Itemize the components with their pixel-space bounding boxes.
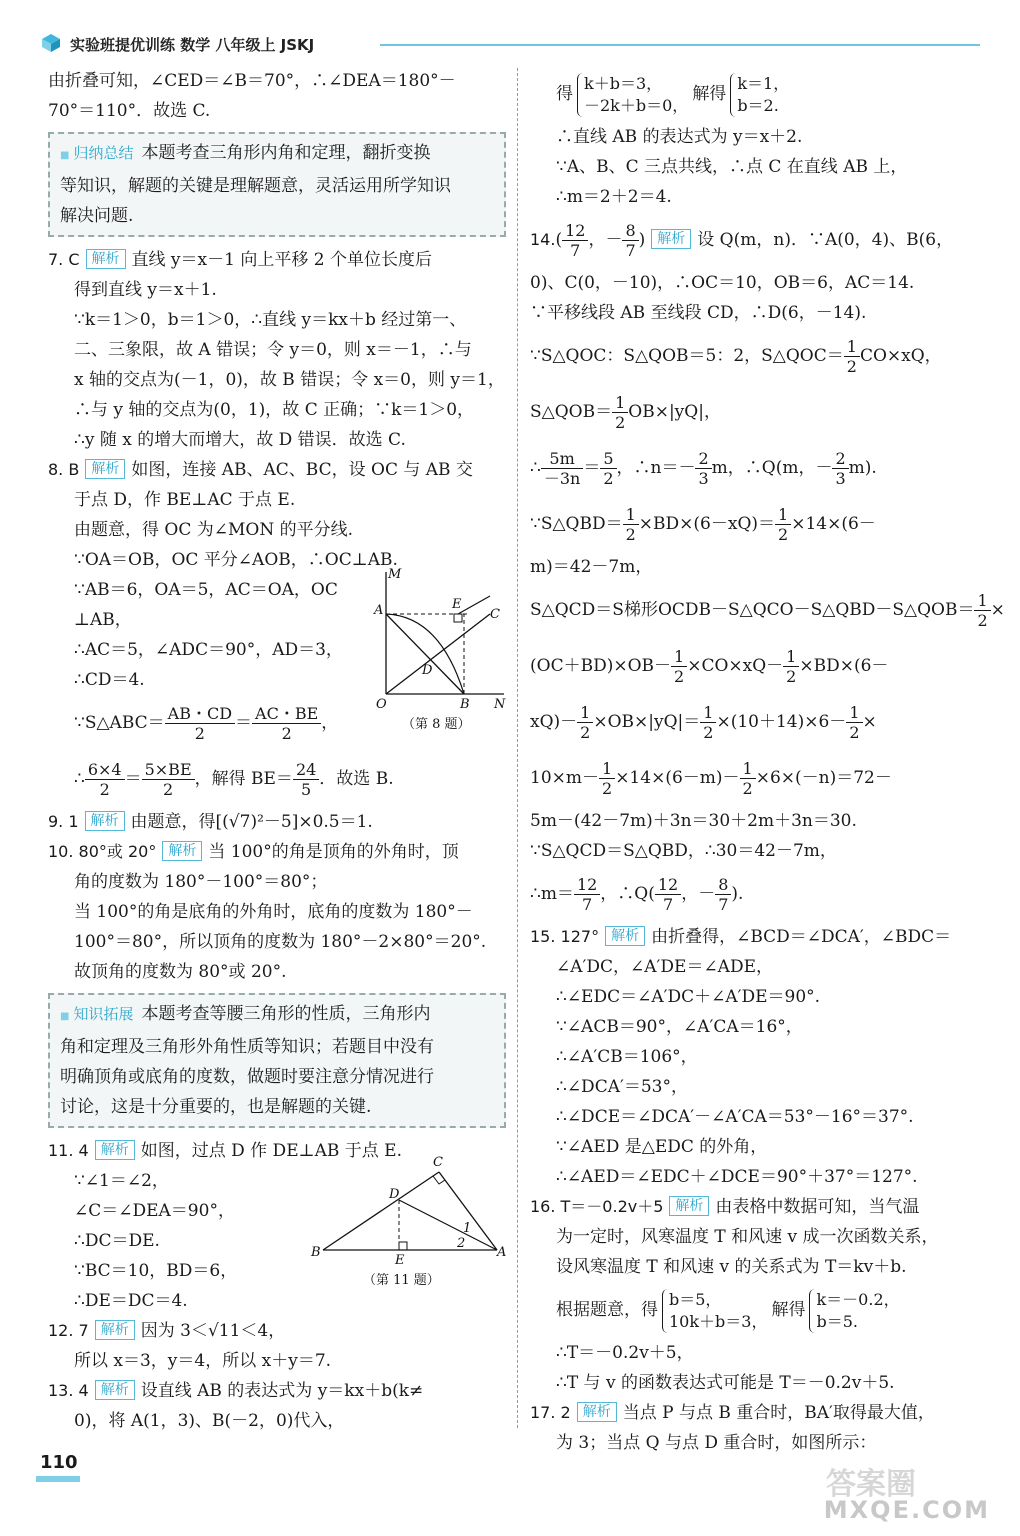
- question-8: [48, 455, 506, 485]
- question-17: [530, 1398, 990, 1428]
- text-line: ∴∠DCE＝∠DCA′－∠A′CA＝53°－16°＝37°.: [556, 1107, 914, 1127]
- analysis-tag: 解析: [162, 841, 202, 861]
- question-number: 13. 4: [48, 1381, 89, 1400]
- text-line: 于点 D，作 BE⊥AC 于点 E.: [74, 490, 296, 510]
- q14-formula-6: S△QCD＝S梯形OCDB－S△QCO－S△QBD－S△QOB＝ $\frac{1}{2}$ ×: [530, 591, 1005, 630]
- right-column: [530, 66, 1005, 1458]
- text-line: 当 100°的角是底角的外角时，底角的度数为 180°－: [74, 902, 473, 922]
- label-angle-1: 1: [463, 1221, 472, 1236]
- text-line: ∴y 随 x 的增大而增大，故 D 错误．故选 C.: [74, 430, 406, 450]
- text-line: ∴DE＝DC＝4.: [74, 1291, 188, 1311]
- text-line: 故顶角的度数为 80°或 20°.: [74, 962, 287, 982]
- watermark-text: MXQE.COM: [823, 1496, 990, 1524]
- text-line: 由折叠可知，∠CED＝∠B＝70°，∴∠DEA＝180°－: [48, 71, 456, 91]
- question-13: [48, 1376, 506, 1406]
- analysis-tag: 解析: [85, 811, 125, 831]
- q14-formula-8: xQ)－ $\frac{1}{2}$ ×OB×|yQ|＝ $\frac{1}{2}$ ×(10＋14)×6－ $\frac{1}{2}$ ×: [530, 703, 877, 742]
- label-O: O: [376, 697, 387, 712]
- text-line: 100°＝80°，所以顶角的度数为 180°－2×80°＝20°.: [74, 932, 487, 952]
- analysis-tag: 解析: [577, 1402, 617, 1422]
- analysis-tag: 解析: [605, 926, 645, 946]
- text-line: ∵∠ACB＝90°，∠A′CA＝16°，: [556, 1017, 803, 1037]
- q14-formula-3: ∴ $\frac{5m}{-3n}$ ＝ $\frac{5}{2}$ ，∴n＝－ $\frac{2}{3}$ m，∴Q(m，－ $\frac{2}{3}$ m).: [530, 449, 877, 488]
- text-line: 由折叠得，∠BCD＝∠DCA′，∠BDC＝: [651, 927, 952, 947]
- system-equation-2: 根据题意，得 b＝5， 10k＋b＝3， 解得 k＝－0.2， b＝5.: [556, 1289, 900, 1331]
- figure-caption: （第 11 题）: [363, 1273, 440, 1288]
- text-line: 等知识，解题的关键是理解题意，灵活运用所学知识: [60, 176, 451, 196]
- text-line: ∠A′DC，∠A′DE＝∠ADE，: [556, 957, 773, 977]
- page-header: [40, 28, 980, 58]
- question-12: [48, 1316, 506, 1346]
- text-line: 本题考查三角形内角和定理，翻折变换: [141, 143, 431, 163]
- text-line: 为 3；当点 Q 与点 D 重合时，如图所示：: [556, 1433, 877, 1453]
- analysis-tag: 解析: [86, 249, 126, 269]
- label-D: D: [389, 1187, 400, 1202]
- analysis-tag: 解析: [669, 1196, 709, 1216]
- text-line: 5m－(42－7m)＋3n＝30＋2m＋3n＝30.: [530, 811, 857, 831]
- q14-formula-1: ∵S△QOC：S△QOB＝5：2，S△QOC＝ $\frac{1}{2}$ CO×xQ，: [530, 337, 942, 376]
- q14-formula-9: 10×m－ $\frac{1}{2}$ ×14×(6－m)－ $\frac{1}{2}$ ×6×(－n)＝72－: [530, 759, 892, 798]
- label-A: A: [374, 603, 384, 618]
- label-B: B: [460, 697, 470, 712]
- figure-8: [370, 566, 510, 736]
- text-line: ∵OA＝OB，OC 平分∠AOB，∴OC⊥AB.: [74, 550, 398, 570]
- text-line: 为一定时，风寒温度 T 和风速 v 成一次函数关系，: [556, 1227, 939, 1247]
- question-number: 9. 1: [48, 812, 79, 831]
- text-line: 得到直线 y＝x＋1.: [74, 280, 217, 300]
- page-number: 110: [40, 1452, 78, 1473]
- system-equation-1: 得 k＋b＝3， －2k＋b＝0， 解得 k＝1， b＝2.: [556, 73, 790, 115]
- page-number-bar: [36, 1476, 80, 1482]
- text-line: ∴CD＝4.: [74, 670, 145, 690]
- label-C: C: [433, 1155, 443, 1170]
- text-line: ∵平移线段 AB 至线段 CD，∴D(6，－14).: [530, 303, 867, 323]
- text-line: 直线 y＝x－1 向上平移 2 个单位长度后: [131, 250, 432, 270]
- text-line: ∴DC＝DE.: [74, 1231, 160, 1251]
- text-line: 讨论，这是十分重要的，也是解题的关键.: [60, 1097, 372, 1117]
- text-line: 70°＝110°．故选 C.: [48, 101, 211, 121]
- label-A: A: [497, 1245, 507, 1260]
- text-line: 解决问题.: [60, 206, 134, 226]
- analysis-tag: 解析: [95, 1380, 135, 1400]
- text-line: ∠C＝∠DEA＝90°，: [74, 1201, 235, 1221]
- text-line: 二、三象限，故 A 错误；令 y＝0，则 x＝－1，∴与: [74, 340, 472, 360]
- question-7: [48, 245, 506, 275]
- text-line: 如图，连接 AB、AC、BC，设 OC 与 AB 交: [131, 460, 473, 480]
- knowledge-box: [48, 993, 506, 1128]
- q14-formula-7: (OC＋BD)×OB－ $\frac{1}{2}$ ×CO×xQ－ $\frac{1}{2}$ ×BD×(6－: [530, 647, 889, 686]
- question-14: 14.( $\frac{12}{7}$ ，－ $\frac{8}{7}$ ) 解析 设 Q(m，n)．∵A(0，4)、B(6，: [530, 221, 954, 260]
- text-line: 如图，过点 D 作 DE⊥AB 于点 E.: [140, 1141, 402, 1161]
- question-15: [530, 922, 990, 952]
- text-line: 本题考查等腰三角形的性质，三角形内: [141, 1004, 431, 1024]
- q8-area-formula: ∵S△ABC＝ $\frac{AB・CD}{2}$ ＝ $\frac{AC・BE}{2}$ ，: [74, 704, 339, 743]
- text-line: ⊥AB，: [74, 610, 132, 630]
- summary-tag: ■ 归纳总结: [60, 144, 133, 162]
- figure-caption: （第 8 题）: [402, 717, 471, 732]
- text-line: ∴∠EDC＝∠A′DC＋∠A′DE＝90°.: [556, 987, 821, 1007]
- text-line: 当点 P 与点 B 重合时，BA′取得最大值，: [622, 1403, 935, 1423]
- question-number: 10. 80°或 20°: [48, 842, 157, 861]
- text-line: ∴∠DCA′＝53°，: [556, 1077, 688, 1097]
- label-angle-2: 2: [457, 1236, 466, 1251]
- text-line: 0)、C(0，－10)，∴OC＝10，OB＝6，AC＝14.: [530, 273, 915, 293]
- knowledge-tag: ■ 知识拓展: [60, 1005, 133, 1023]
- text-line: ∴T＝－0.2v＋5，: [556, 1343, 694, 1363]
- label-M: M: [388, 567, 402, 582]
- text-line: 由题意，得 OC 为∠MON 的平分线.: [74, 520, 354, 540]
- text-line: ∵k＝1＞0，b＝1＞0，∴直线 y＝kx＋b 经过第一、: [74, 310, 467, 330]
- text-line: ∵∠AED 是△EDC 的外角，: [556, 1137, 768, 1157]
- label-E: E: [395, 1253, 405, 1268]
- question-number: 17. 2: [530, 1403, 571, 1422]
- label-N: N: [494, 697, 506, 712]
- text-line: 所以 x＝3，y＝4，所以 x＋y＝7.: [74, 1351, 332, 1371]
- label-E: E: [452, 597, 462, 612]
- text-line: 明确顶角或底角的度数，做题时要注意分情况进行: [60, 1067, 434, 1087]
- text-line: ∴∠A′CB＝106°，: [556, 1047, 698, 1067]
- label-D: D: [422, 663, 433, 678]
- text-line: ∵A、B、C 三点共线，∴点 C 在直线 AB 上，: [556, 157, 908, 177]
- text-line: 因为 3＜√11＜4，: [140, 1321, 286, 1341]
- summary-box: [48, 132, 506, 237]
- text-line: 角的度数为 180°－100°＝80°；: [74, 872, 328, 892]
- figure-11: [305, 1150, 505, 1290]
- text-line: 角和定理及三角形外角性质等知识；若题目中没有: [60, 1037, 434, 1057]
- analysis-tag: 解析: [95, 1320, 135, 1340]
- text-line: 当 100°的角是顶角的外角时，顶: [208, 842, 459, 862]
- text-line: ∴T 与 v 的函数表达式可能是 T＝－0.2v＋5.: [556, 1373, 895, 1393]
- question-9: [48, 807, 506, 837]
- q14-formula-4: ∵S△QBD＝ $\frac{1}{2}$ ×BD×(6－xQ)＝ $\frac{1}{2}$ ×14×(6－: [530, 505, 876, 544]
- header-title: 实验班提优训练 数学 八年级上 JSKJ: [70, 36, 315, 54]
- text-line: x 轴的交点为(－1，0)，故 B 错误；令 x＝0，则 y＝1，: [74, 370, 505, 390]
- text-line: ∵BC＝10，BD＝6，: [74, 1261, 238, 1281]
- analysis-tag: 解析: [651, 229, 691, 249]
- label-B: B: [311, 1245, 321, 1260]
- svg-text:答案圈: 答案圈: [826, 1467, 916, 1502]
- text-line: ∴m＝2＋2＝4.: [556, 187, 672, 207]
- question-number: 11. 4: [48, 1141, 89, 1160]
- question-number: 16. T＝－0.2v＋5: [530, 1197, 664, 1216]
- text-line: 设直线 AB 的表达式为 y＝kx＋b(k≠: [140, 1381, 424, 1401]
- text-line: 由表格中数据可知，当气温: [715, 1197, 920, 1217]
- q8-solve-formula: ∴ $\frac{6\times 4}{2}$ ＝ $\frac{5\times BE}{2}$ ，解得 BE＝ $\frac{24}{5}$ ．故选 B.: [74, 760, 394, 799]
- text-line: ∴与 y 轴的交点为(0，1)，故 C 正确；∵k＝1＞0，: [74, 400, 475, 420]
- question-16: [530, 1192, 990, 1222]
- text-line: m)＝42－7m，: [530, 557, 653, 577]
- text-line: 0)，将 A(1，3)、B(－2，0)代入，: [74, 1411, 345, 1431]
- question-number: 8. B: [48, 460, 80, 479]
- text-line: ∵AB＝6，OA＝5，AC＝OA，OC: [74, 580, 338, 600]
- text-line: ∵∠1＝∠2，: [74, 1171, 169, 1191]
- text-line: ∵S△QCD＝S△QBD，∴30＝42－7m，: [530, 841, 837, 861]
- q14-formula-2: S△QOB＝ $\frac{1}{2}$ OB×|yQ|，: [530, 393, 721, 432]
- text-line: 由题意，得[(√7)²－5]×0.5＝1.: [130, 812, 373, 832]
- analysis-tag: 解析: [95, 1140, 135, 1160]
- text-line: 设风寒温度 T 和风速 v 的关系式为 T＝kv＋b.: [556, 1257, 907, 1277]
- analysis-tag: 解析: [85, 459, 125, 479]
- book-logo-icon: [40, 32, 62, 54]
- column-divider: [517, 68, 518, 1428]
- question-number: 7. C: [48, 250, 80, 269]
- q14-formula-12: ∴m＝ $\frac{12}{7}$ ，∴Q( $\frac{12}{7}$ ，－ $\frac{8}{7}$ ).: [530, 875, 744, 914]
- question-number: 12. 7: [48, 1321, 89, 1340]
- question-number: 14.: [530, 230, 556, 249]
- question-number: 15. 127°: [530, 927, 600, 946]
- text-line: ∴直线 AB 的表达式为 y＝x＋2.: [556, 127, 803, 147]
- text-line: ∴AC＝5，∠ADC＝90°，AD＝3，: [74, 640, 343, 660]
- label-C: C: [490, 607, 500, 622]
- header-rule: [380, 44, 980, 46]
- question-10: [48, 837, 506, 867]
- text-line: ∴∠AED＝∠EDC＋∠DCE＝90°＋37°＝127°.: [556, 1167, 918, 1187]
